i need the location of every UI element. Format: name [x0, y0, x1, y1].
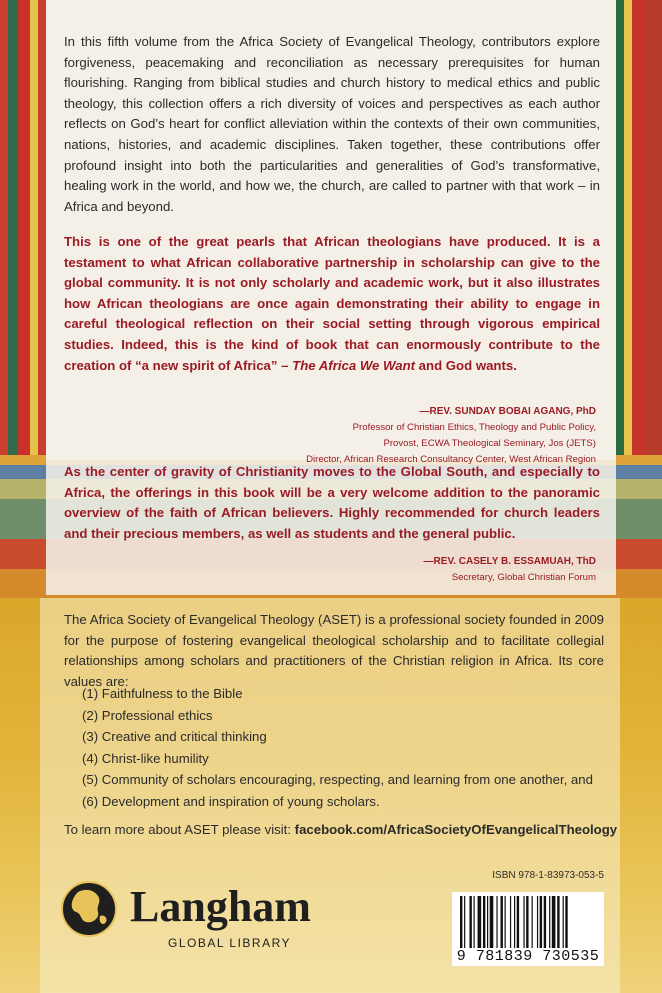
endorser-title: Director, African Research Consultancy Center, West African Region	[306, 454, 596, 465]
barcode-bar	[517, 896, 519, 948]
decor-stripe	[632, 0, 646, 470]
decor-stripe	[30, 0, 38, 470]
endorsement-attribution	[424, 554, 596, 586]
list-item: (1) Faithfulness to the Bible	[82, 686, 243, 701]
list-item: (5) Community of scholars encouraging, respecting, and learning from one another, and	[82, 772, 593, 788]
barcode-bar	[474, 896, 475, 948]
decor-stripe	[646, 0, 662, 470]
barcode-digits: 9 781839 730535	[456, 948, 600, 965]
barcode-bar	[552, 896, 556, 948]
barcode-bar	[523, 896, 524, 948]
publisher-sub: GLOBAL LIBRARY	[168, 936, 292, 950]
barcode-bar	[537, 896, 538, 948]
quote-text: and God wants.	[415, 357, 517, 373]
endorsement-quote	[64, 232, 600, 376]
decor-stripe	[38, 0, 46, 470]
barcode-bar	[549, 896, 550, 948]
publisher-name: Langham	[130, 882, 311, 931]
barcode-bar	[514, 896, 515, 948]
list-item: (2) Professional ethics	[82, 707, 213, 723]
barcode-bar	[544, 896, 546, 948]
decor-stripe	[616, 0, 624, 470]
decor-stripe	[624, 0, 632, 470]
endorser-title: Provost, ECWA Theological Seminary, Jos (JETS)	[383, 438, 596, 449]
barcode-bar	[501, 896, 503, 948]
learn-more-text: To learn more about ASET please visit:	[64, 822, 295, 837]
endorser-name: —REV. CASELY B. ESSAMUAH, ThD	[423, 556, 596, 567]
isbn-text: ISBN 978-1-83973-053-5	[492, 870, 604, 881]
barcode-bar	[563, 896, 564, 948]
decor-stripe	[0, 0, 8, 470]
barcode-bar	[460, 896, 462, 948]
endorser-title: Professor of Christian Ethics, Theology and Public Policy,	[352, 422, 596, 433]
langham-logo	[58, 878, 318, 958]
endorsement-quote: As the center of gravity of Christianity moves to the Global South, and especially to Africa, the offerings in this book will be a very welcome addition to the panoramic overview of the faith of African believers. Highly recommended for church leaders and their precious members, as well as students and the general public.	[64, 464, 600, 541]
list-item: (3) Creative and critical thinking	[82, 729, 267, 745]
barcode-bar	[510, 896, 511, 948]
barcode-bar	[464, 896, 465, 948]
intro-paragraph: In this fifth volume from the Africa Society of Evangelical Theology, contributors explore forgiveness, peacemaking and reconciliation as necessary prerequisites for human flourishing. Ranging from biblical studies and church history to medical ethics and public theology, this collection offers a rich diversity of voices and perspectives as each author reflects on God’s heart for conflict alleviation within the contexts of their own communities, nations, histories, and academic disciplines. Taken together, these contributions offer profound insight into both the particularities and generalities of God’s transformative, healing work in the world, and how we, the church, are called to partner with that work – in Africa and beyond.	[64, 34, 600, 214]
barcode-bar	[557, 896, 559, 948]
barcode-bar	[565, 896, 567, 948]
barcode-bar	[532, 896, 533, 948]
endorsement-attribution	[306, 404, 596, 468]
globe-icon	[58, 878, 120, 940]
barcode	[452, 892, 604, 966]
barcode-bar	[478, 896, 482, 948]
barcode-bar	[469, 896, 471, 948]
core-values-list	[82, 683, 593, 813]
quote-italic: The Africa We Want	[292, 357, 416, 373]
list-item: (6) Development and inspiration of young scholars.	[82, 793, 380, 809]
barcode-bar	[540, 896, 542, 948]
barcode-bar	[526, 896, 528, 948]
list-item: (4) Christ-like humility	[82, 750, 209, 766]
learn-more-line	[64, 820, 624, 841]
barcode-bar	[483, 896, 485, 948]
barcode-bar	[496, 896, 497, 948]
facebook-link[interactable]: facebook.com/AfricaSocietyOfEvangelicalTheology	[294, 822, 618, 837]
decor-stripe	[18, 0, 30, 470]
decor-stripe	[8, 0, 18, 470]
barcode-bar	[505, 896, 506, 948]
aset-description: The Africa Society of Evangelical Theology (ASET) is a professional society founded in 2009 for the purpose of fostering evangelical theological scholarship and to facilitate collegial relationships among scholars and practitioners of the Christian religion in Africa. Its core values are:	[64, 612, 604, 689]
endorser-title: Secretary, Global Christian Forum	[451, 572, 596, 583]
barcode-bar	[487, 896, 488, 948]
barcode-bar	[490, 896, 494, 948]
endorser-name: —REV. SUNDAY BOBAI AGANG, PhD	[419, 406, 596, 417]
barcode-bars	[452, 894, 604, 950]
quote-text: This is one of the great pearls that African theologians have produced. It is a testament to what African collaborative partnership in scholarship can give to the global community. It is not only scholarly and academic work, but it also illustrates how African theologians are once again demonstrating their ability to engage in careful theological reflection on their social setting through vigorous empirical studies. Indeed, this is the kind of book that can enormously contribute to the creation of “a new spirit of Africa” –	[64, 234, 600, 373]
